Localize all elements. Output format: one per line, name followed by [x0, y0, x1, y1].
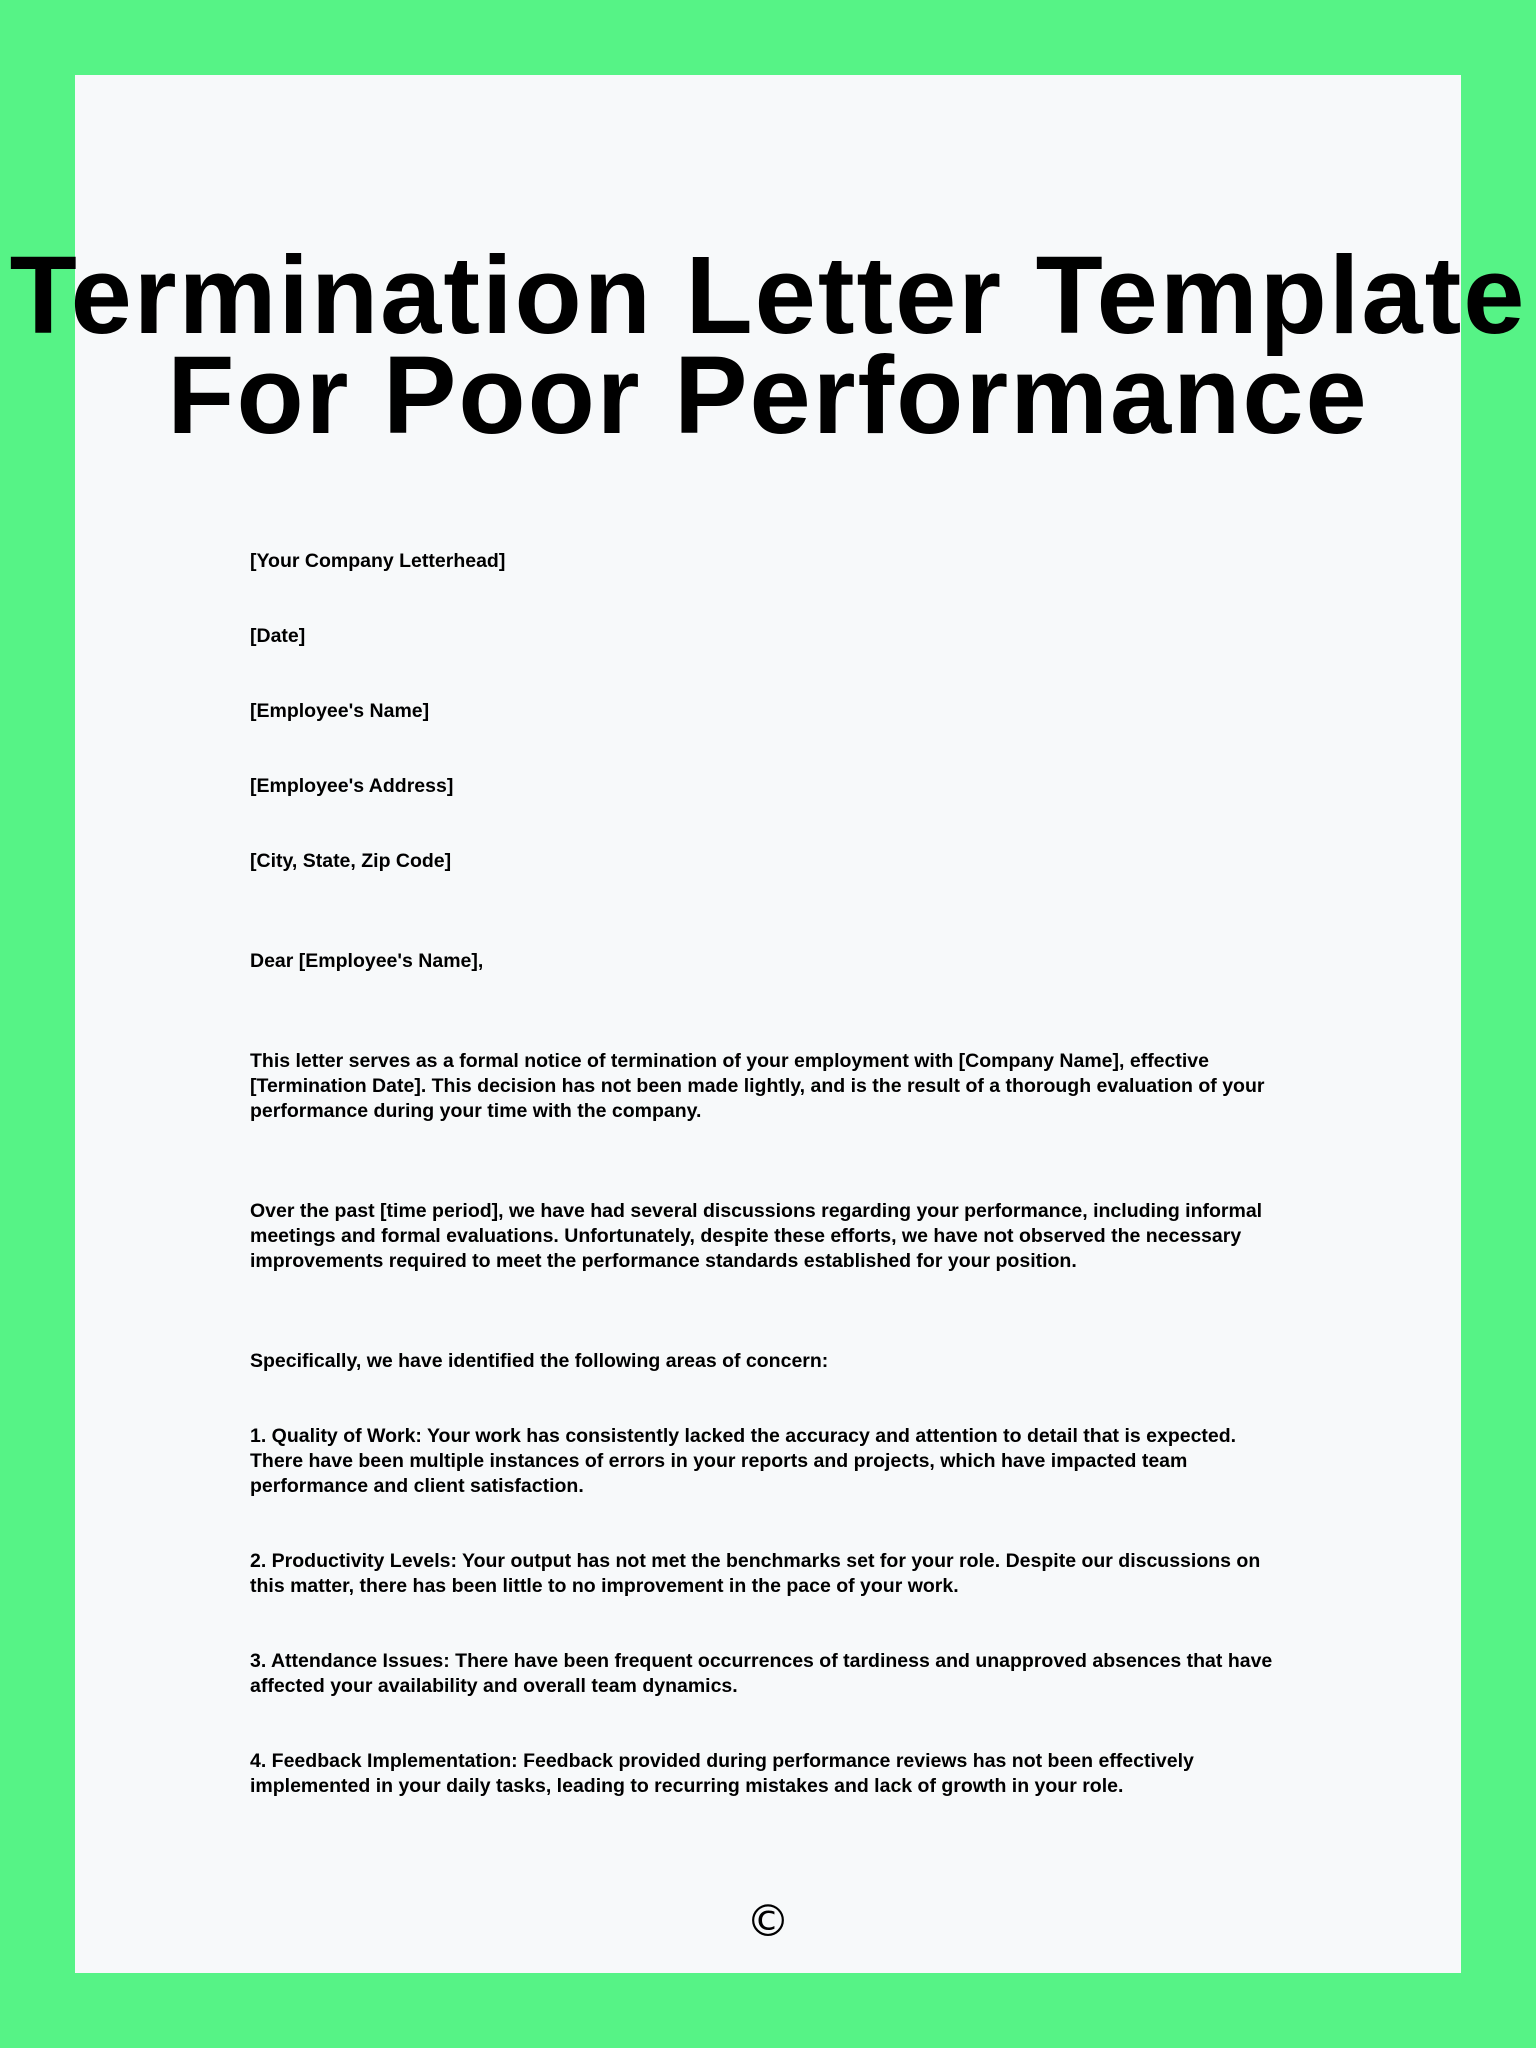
- date-placeholder: [Date]: [250, 625, 306, 647]
- document-title-line-1: Termination Letter Template: [9, 234, 1527, 357]
- salutation: Dear [Employee's Name],: [250, 950, 484, 972]
- employee-address-placeholder: [Employee's Address]: [250, 775, 454, 797]
- paragraph-termination-notice: This letter serves as a formal notice of termination of your employment with [Company Name], effective [Termination Date]. This decision has not been made lightly, and is the result of a thorough evaluation of your performance during your time with the company.: [250, 1050, 1265, 1122]
- copyright-icon: ©: [746, 1896, 790, 1947]
- document-title: [0, 234, 1536, 457]
- document-title-line-2: For Poor Performance: [167, 334, 1369, 457]
- concern-item-feedback: 4. Feedback Implementation: Feedback provided during performance reviews has not been effectively implemented in your daily tasks, leading to recurring mistakes and lack of growth in your role.: [250, 1750, 1194, 1797]
- concern-item-attendance: 3. Attendance Issues: There have been frequent occurrences of tardiness and unapproved absences that have affected your availability and overall team dynamics.: [250, 1650, 1273, 1697]
- paragraph-performance-history: Over the past [time period], we have had several discussions regarding your performance, including informal meetings and formal evaluations. Unfortunately, despite these efforts, we have not observed the necessary improvements required to meet the performance standards established for your position.: [250, 1200, 1263, 1272]
- paragraph-concerns-intro: Specifically, we have identified the following areas of concern:: [250, 1350, 829, 1372]
- concern-item-productivity: 2. Productivity Levels: Your output has not met the benchmarks set for your role. Despite our discussions on this matter, there has been little to no improvement in the pace of your work.: [250, 1550, 1261, 1597]
- employee-name-placeholder: [Employee's Name]: [250, 700, 430, 722]
- letterhead-placeholder: [Your Company Letterhead]: [250, 550, 506, 572]
- concern-item-quality: 1. Quality of Work: Your work has consistently lacked the accuracy and attention to detail that is expected. There have been multiple instances of errors in your reports and projects, which have impacted team performance and client satisfaction.: [250, 1425, 1237, 1497]
- city-state-zip-placeholder: [City, State, Zip Code]: [250, 850, 452, 872]
